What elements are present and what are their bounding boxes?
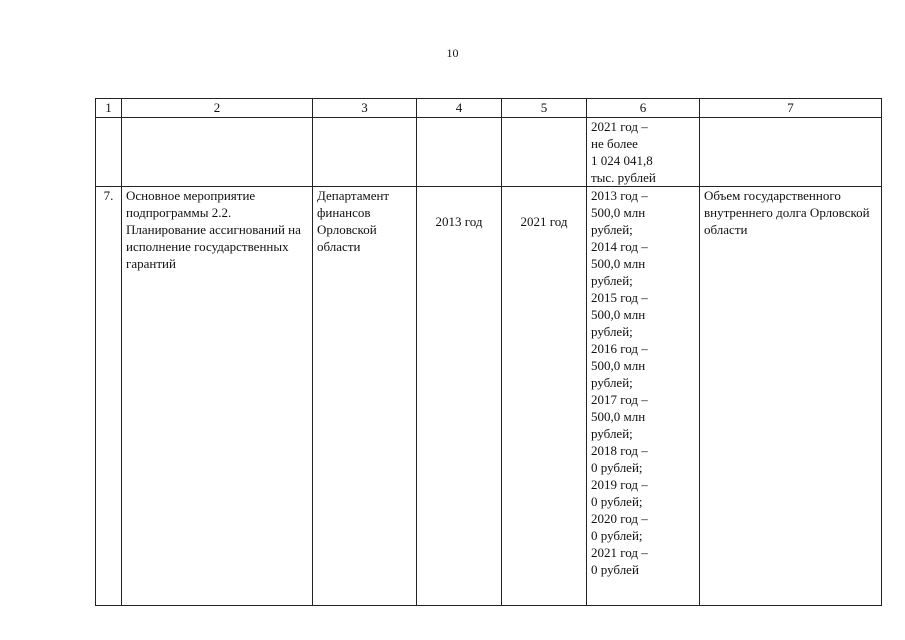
financing-line: 0 рублей (591, 562, 639, 577)
financing-line: 500,0 млн (591, 307, 646, 322)
column-header-2: 2 (122, 99, 313, 118)
financing-line: 2021 год – (591, 545, 648, 560)
column-header-7: 7 (700, 99, 882, 118)
financing-cell (587, 118, 700, 187)
financing-line: 500,0 млн (591, 358, 646, 373)
cell-empty (502, 118, 587, 187)
financing-line: 2017 год – (591, 392, 648, 407)
financing-line: рублей; (591, 324, 633, 339)
financing-line: 2015 год – (591, 290, 648, 305)
financing-line: тыс. рублей (591, 170, 656, 185)
table-row (96, 187, 882, 606)
cell-empty (700, 118, 882, 187)
start-year-cell: 2013 год (417, 187, 502, 606)
financing-line: 0 рублей; (591, 494, 643, 509)
cell-empty (417, 118, 502, 187)
financing-line: 500,0 млн (591, 205, 646, 220)
financing-line: 2019 год – (591, 477, 648, 492)
financing-line: рублей; (591, 426, 633, 441)
financing-line: 2018 год – (591, 443, 648, 458)
financing-line: 2016 год – (591, 341, 648, 356)
cell-empty (96, 118, 122, 187)
financing-line: 2013 год – (591, 188, 648, 203)
indicator-cell: Объем государственного внутреннего долга Орловской области (700, 187, 882, 606)
column-header-4: 4 (417, 99, 502, 118)
financing-line: 2020 год – (591, 511, 648, 526)
column-header-3: 3 (313, 99, 417, 118)
continuation-row (96, 118, 882, 187)
activity-cell: Основное мероприятие подпрограммы 2.2. Планирование ассигнований на исполнение государственных гарантий (122, 187, 313, 606)
financing-line: 500,0 млн (591, 256, 646, 271)
financing-line: 500,0 млн (591, 409, 646, 424)
program-table (95, 98, 882, 606)
header-row (96, 99, 882, 118)
financing-line: рублей; (591, 273, 633, 288)
financing-line: 1 024 041,8 (591, 153, 653, 168)
executor-cell: Департамент финансов Орловской области (313, 187, 417, 606)
financing-line: рублей; (591, 375, 633, 390)
financing-line: не более (591, 136, 638, 151)
cell-empty (313, 118, 417, 187)
financing-line: 2014 год – (591, 239, 648, 254)
row-number: 7. (96, 187, 122, 606)
financing-line: 0 рублей; (591, 460, 643, 475)
financing-line: 0 рублей; (591, 528, 643, 543)
column-header-5: 5 (502, 99, 587, 118)
financing-line: рублей; (591, 222, 633, 237)
column-header-6: 6 (587, 99, 700, 118)
cell-empty (122, 118, 313, 187)
financing-cell (587, 187, 700, 606)
page-number: 10 (446, 46, 459, 60)
end-year-cell: 2021 год (502, 187, 587, 606)
financing-line: 2021 год – (591, 119, 648, 134)
column-header-1: 1 (96, 99, 122, 118)
